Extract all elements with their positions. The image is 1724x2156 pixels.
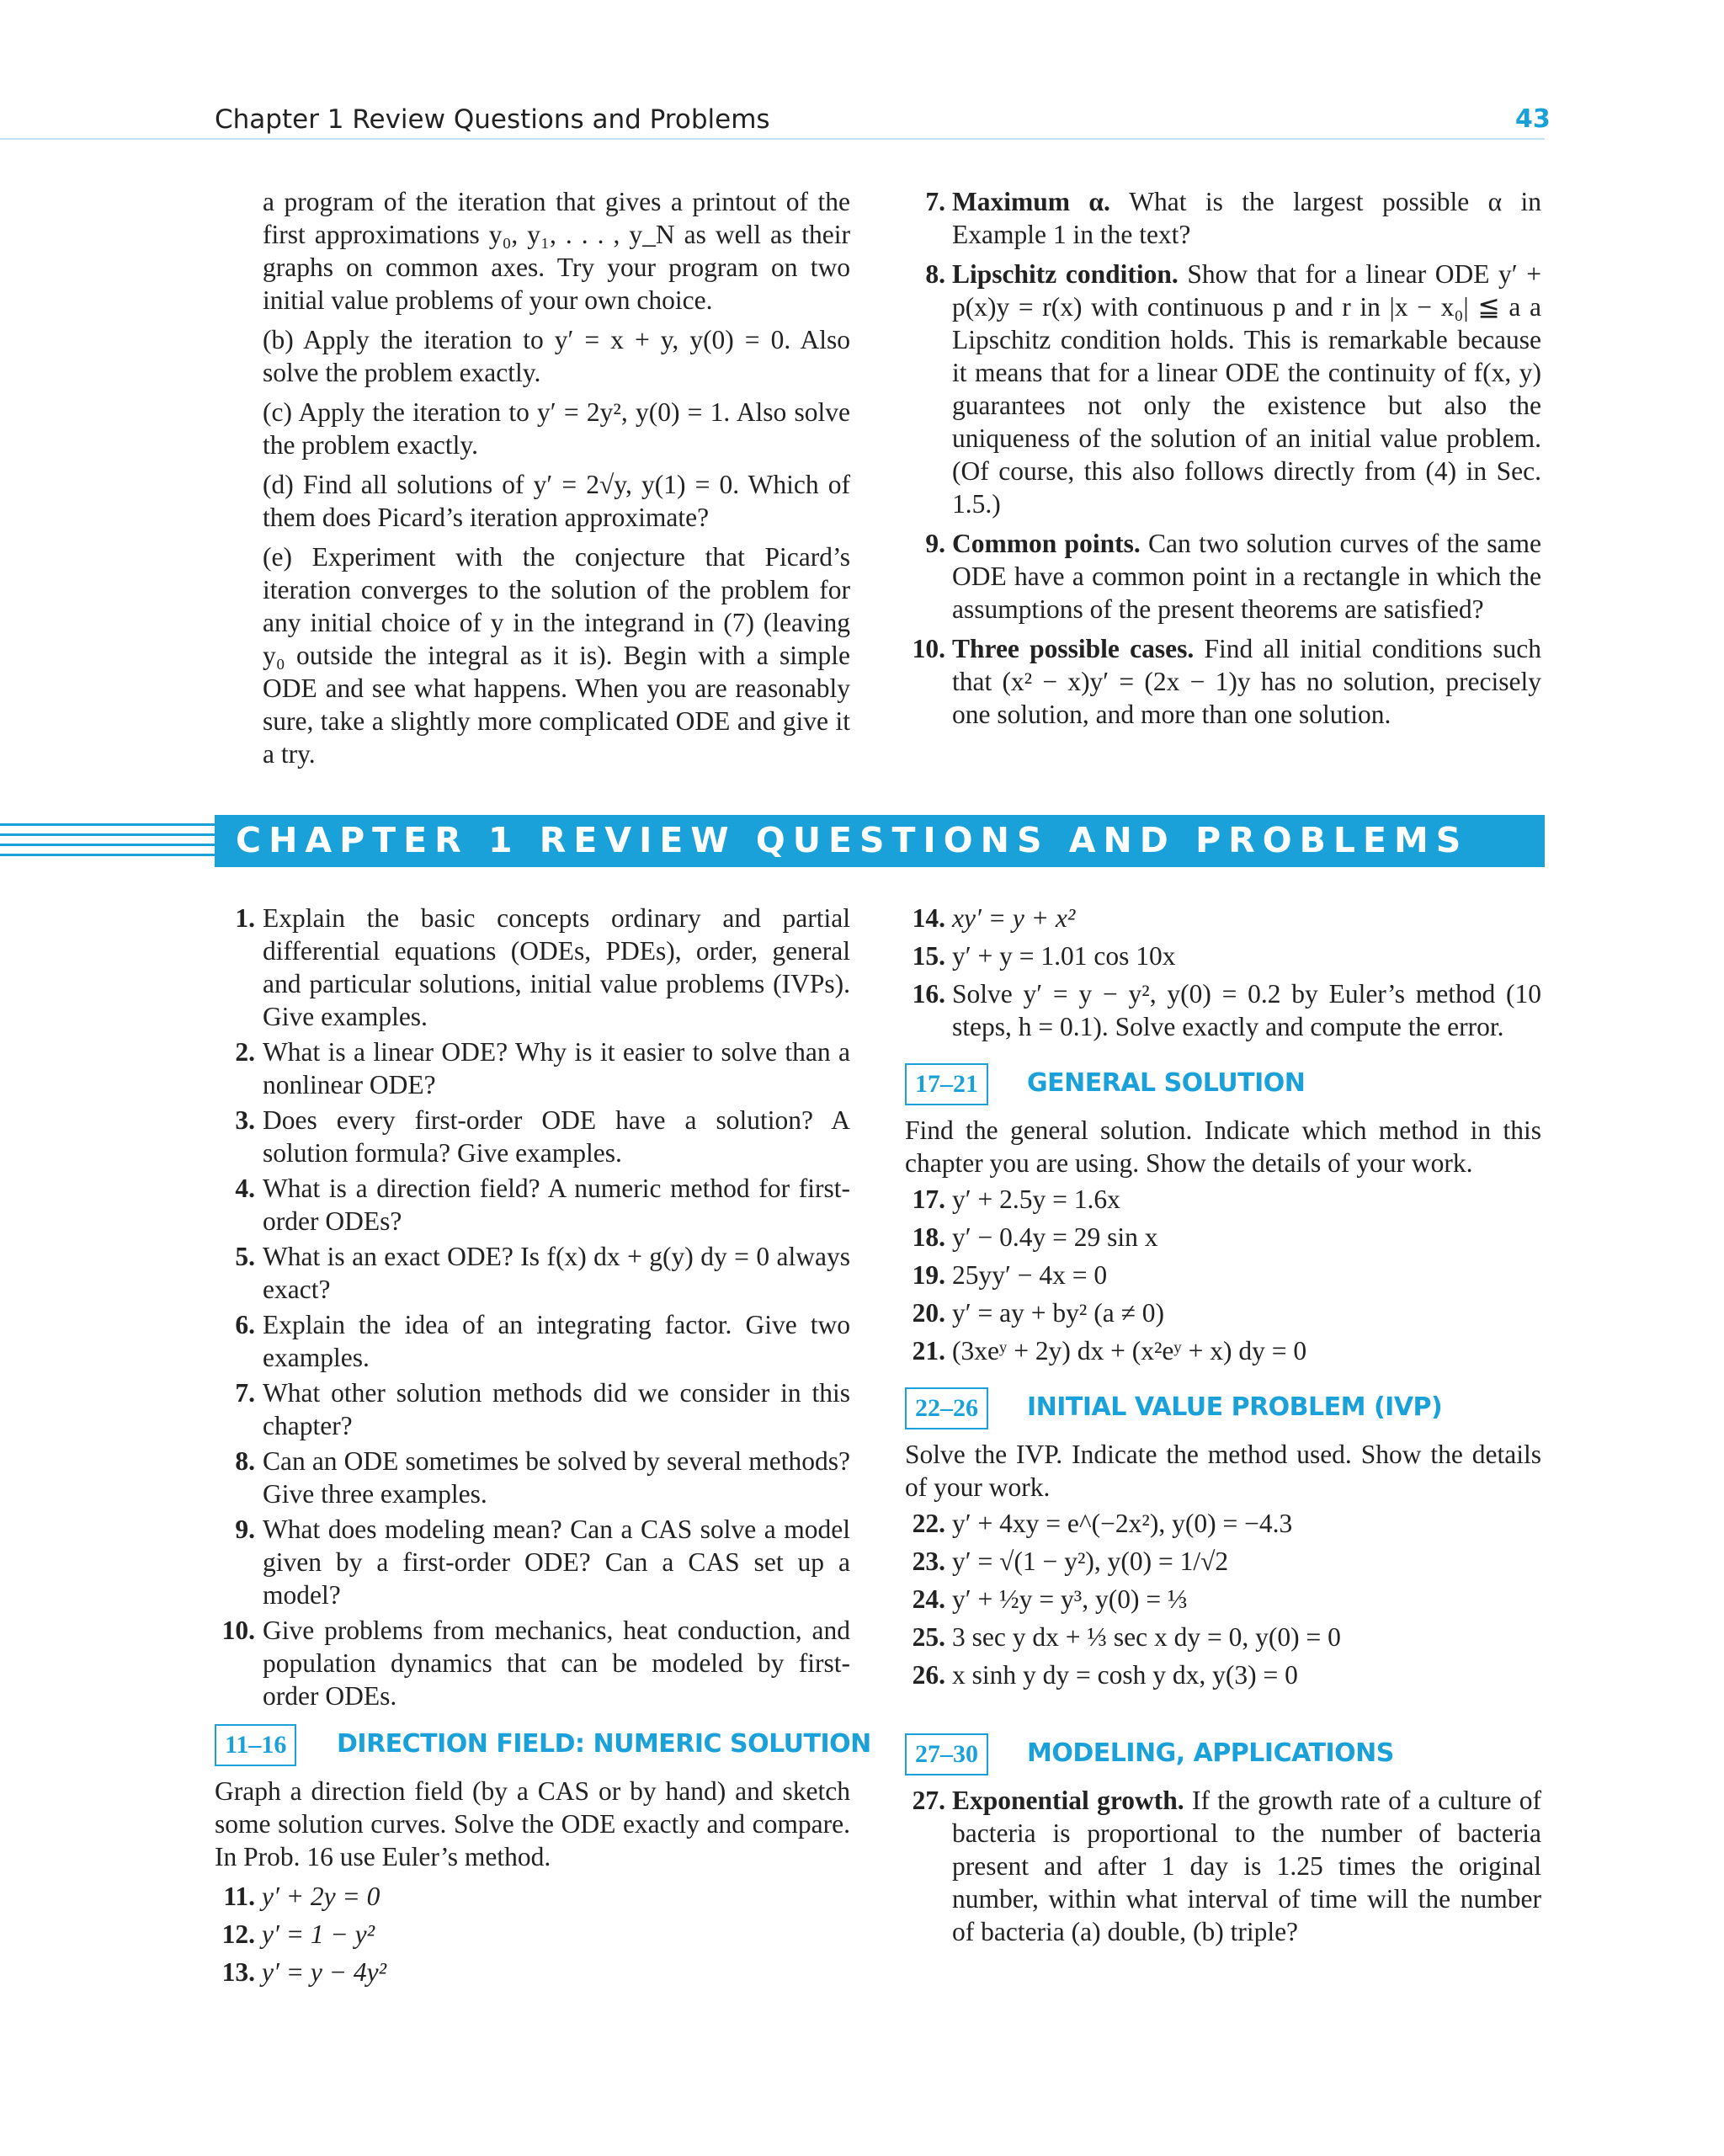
problem-equation: y′ + y = 1.01 cos 10x [952,941,1176,971]
question-number: 4. [235,1174,255,1203]
section-title: GENERAL SOLUTION [1027,1068,1306,1098]
review-question-4 [215,1172,850,1238]
question-text: What is an exact ODE? Is f(x) dx + g(y) dy = 0 always exact? [263,1242,850,1304]
problem-8 [905,258,1541,520]
problem-number: 15. [912,941,945,971]
problem-9 [905,527,1541,626]
question-number: 1. [235,903,255,933]
question-number: 2. [235,1037,255,1067]
section-intro: Find the general solution. Indicate which method in this chapter you are using. Show the details of your work. [905,1115,1541,1178]
problem-17 [905,1183,1541,1216]
problem-equation: y′ = y − 4y² [262,1957,387,1987]
iteration-intro-text: a program of the iteration that gives a printout of the first approximations y₀, y₁, . . . , y_N as well as their graphs on common axes. Try your program on two initial value problems of your own choice. [263,187,850,315]
question-text: Does every first-order ODE have a solution? A solution formula? Give examples. [263,1105,850,1168]
problem-number: 9. [925,529,945,558]
part-d: (d) Find all solutions of y′ = 2√y, y(1) = 0. Which of them does Picard’s iteration approximate? [263,470,850,532]
top-left-column [263,185,850,770]
section-range-label: 22–26 [905,1387,988,1429]
question-text: What is a direction field? A numeric method for first-order ODEs? [263,1174,850,1236]
question-number: 9. [235,1515,255,1544]
problem-number: 23. [912,1546,945,1576]
problem-equation: 3 sec y dx + ⅓ sec x dy = 0, y(0) = 0 [952,1622,1341,1652]
review-question-6 [215,1308,850,1374]
section-range-label: 17–21 [905,1063,988,1105]
problem-number: 11. [223,1882,255,1911]
problem-19 [905,1259,1541,1291]
problem-title: Common points. [952,529,1141,558]
problem-7 [905,185,1541,251]
problem-equation: y′ = √(1 − y²), y(0) = 1/√2 [952,1546,1229,1576]
problem-equation: (3xeʸ + 2y) dx + (x²eʸ + x) dy = 0 [952,1336,1307,1365]
problem-number: 13. [221,1957,255,1987]
section-title: MODELING, APPLICATIONS [1027,1738,1394,1768]
review-right-column [905,902,1541,1948]
problem-equation: xy′ = y + x² [952,903,1076,933]
section-header-22-26 [905,1387,1541,1429]
section-header-17-21 [905,1063,1541,1105]
review-question-10 [215,1614,850,1712]
problem-25 [905,1621,1541,1653]
question-number: 7. [235,1378,255,1408]
problem-equation: y′ + 2y = 0 [262,1882,380,1911]
question-text: Give problems from mechanics, heat conduction, and population dynamics that can be modeled by first-order ODEs. [263,1616,850,1711]
problem-number: 14. [912,903,945,933]
section-header-27-30 [905,1733,1541,1775]
section-title: INITIAL VALUE PROBLEM (IVP) [1027,1392,1443,1422]
problem-22 [905,1507,1541,1540]
review-question-3 [215,1104,850,1169]
problem-12 [215,1918,850,1951]
problem-number: 21. [912,1336,945,1365]
problem-11 [215,1880,850,1913]
problem-equation: y′ + 2.5y = 1.6x [952,1184,1120,1214]
problem-number: 19. [912,1260,945,1290]
chapter-review-banner-title: CHAPTER 1 REVIEW QUESTIONS AND PROBLEMS [236,820,1469,860]
review-question-5 [215,1240,850,1306]
problem-number: 16. [912,979,945,1009]
running-header-title: Chapter 1 Review Questions and Problems [215,104,770,135]
problem-equation: 25yy′ − 4x = 0 [952,1260,1108,1290]
problem-16 [905,977,1541,1043]
problem-27 [905,1784,1541,1948]
top-right-column [905,185,1541,731]
problem-10 [905,632,1541,731]
problem-number: 8. [925,259,945,289]
problem-title: Lipschitz condition. [952,259,1179,289]
question-number: 6. [235,1310,255,1339]
problem-text: If the growth rate of a culture of bacteria is proportional to the number of bacteria present and after 1 day is 1.25 times the original number, within what interval of time will the number of bacteria (a) double, (b) triple? [952,1786,1542,1946]
section-range-label: 27–30 [905,1733,988,1775]
problem-text: Solve y′ = y − y², y(0) = 0.2 by Euler’s method (10 steps, h = 0.1). Solve exactly and compute the error. [952,979,1541,1041]
question-text: What is a linear ODE? Why is it easier to solve than a nonlinear ODE? [263,1037,850,1099]
problem-equation: y′ = ay + by² (a ≠ 0) [952,1298,1164,1328]
review-question-1 [215,902,850,1033]
problem-equation: x sinh y dy = cosh y dx, y(3) = 0 [952,1660,1298,1690]
problem-21 [905,1334,1541,1367]
question-number: 3. [235,1105,255,1135]
problem-number: 27. [912,1786,945,1815]
question-text: Explain the idea of an integrating factor. Give two examples. [263,1310,850,1372]
problem-number: 12. [221,1919,255,1949]
problem-number: 18. [912,1222,945,1252]
problem-14 [905,902,1541,934]
problem-15 [905,940,1541,972]
problem-23 [905,1545,1541,1578]
problem-number: 26. [912,1660,945,1690]
problem-number: 10. [912,634,945,663]
section-range-label: 11–16 [215,1724,296,1766]
review-left-column [215,902,871,1988]
review-question-9 [215,1513,850,1611]
question-number: 5. [235,1242,255,1271]
problem-26 [905,1658,1541,1691]
section-header-11-16 [215,1724,871,1766]
problem-equation: y′ − 0.4y = 29 sin x [952,1222,1158,1252]
question-text: What other solution methods did we consider in this chapter? [263,1378,850,1440]
question-text: Explain the basic concepts ordinary and partial differential equations (ODEs, PDEs), order, general and particular solutions, initial value problems (IVPs). Give examples. [263,903,850,1031]
section-intro: Graph a direction field (by a CAS or by hand) and sketch some solution curves. Solve the ODE exactly and compare. In Prob. 16 use Euler’s method. [215,1776,850,1871]
part-e: (e) Experiment with the conjecture that Picard’s iteration converges to the solution of the problem for any initial choice of y in the integrand in (7) (leaving y₀ outside the integral as it is). Begin with a simple ODE and see what happens. When you are reasonably sure, take a slightly more complicated ODE and give it a try. [263,542,850,769]
problem-24 [905,1583,1541,1616]
problem-20 [905,1296,1541,1329]
review-question-2 [215,1035,850,1101]
problem-18 [905,1221,1541,1254]
review-question-8 [215,1445,850,1510]
problem-13 [215,1956,850,1988]
problem-title: Maximum α. [952,187,1110,216]
problem-title: Exponential growth. [952,1786,1184,1815]
problem-equation: y′ + ½y = y³, y(0) = ⅓ [952,1584,1188,1614]
question-text: Can an ODE sometimes be solved by several methods? Give three examples. [263,1446,850,1509]
problem-text: What is the largest possible α in Example 1 in the text? [952,187,1542,249]
problem-number: 17. [912,1184,945,1214]
question-text: What does modeling mean? Can a CAS solve a model given by a first-order ODE? Can a CAS set up a model? [263,1515,850,1610]
problem-equation: y′ + 4xy = e^(−2x²), y(0) = −4.3 [952,1509,1293,1538]
problem-number: 7. [925,187,945,216]
problem-text: Find all initial conditions such that (x² − x)y′ = (2x − 1)y has no solution, precisely one solution, and more than one solution. [952,634,1541,729]
banner-decoration-lines [0,815,219,865]
problem-number: 20. [912,1298,945,1328]
part-b: (b) Apply the iteration to y′ = x + y, y(0) = 0. Also solve the problem exactly. [263,325,850,387]
question-number: 10. [221,1616,255,1645]
part-c: (c) Apply the iteration to y′ = 2y², y(0) = 1. Also solve the problem exactly. [263,397,850,460]
problem-text: Can two solution curves of the same ODE have a common point in a rectangle in which the assumptions of the present theorems are satisfied? [952,529,1541,624]
section-intro: Solve the IVP. Indicate the method used. Show the details of your work. [905,1440,1541,1502]
problem-text: Show that for a linear ODE y′ + p(x)y = r(x) with continuous p and r in |x − x₀| ≦ a a Lipschitz condition holds. This is remarkable because it means that for a linear ODE the continuity of f(x, y) guarantees not only the existence but also the uniqueness of the solution of an initial value problem. (Of course, this also follows directly from (4) in Sec. 1.5.) [952,259,1542,519]
review-question-7 [215,1376,850,1442]
page-number: 43 [1515,104,1551,134]
problem-number: 22. [912,1509,945,1538]
problem-equation: y′ = 1 − y² [262,1919,375,1949]
problem-number: 24. [912,1584,945,1614]
question-number: 8. [235,1446,255,1476]
problem-number: 25. [912,1622,945,1652]
section-title: DIRECTION FIELD: NUMERIC SOLUTION [337,1729,871,1759]
problem-title: Three possible cases. [952,634,1195,663]
header-rule [0,138,1545,140]
